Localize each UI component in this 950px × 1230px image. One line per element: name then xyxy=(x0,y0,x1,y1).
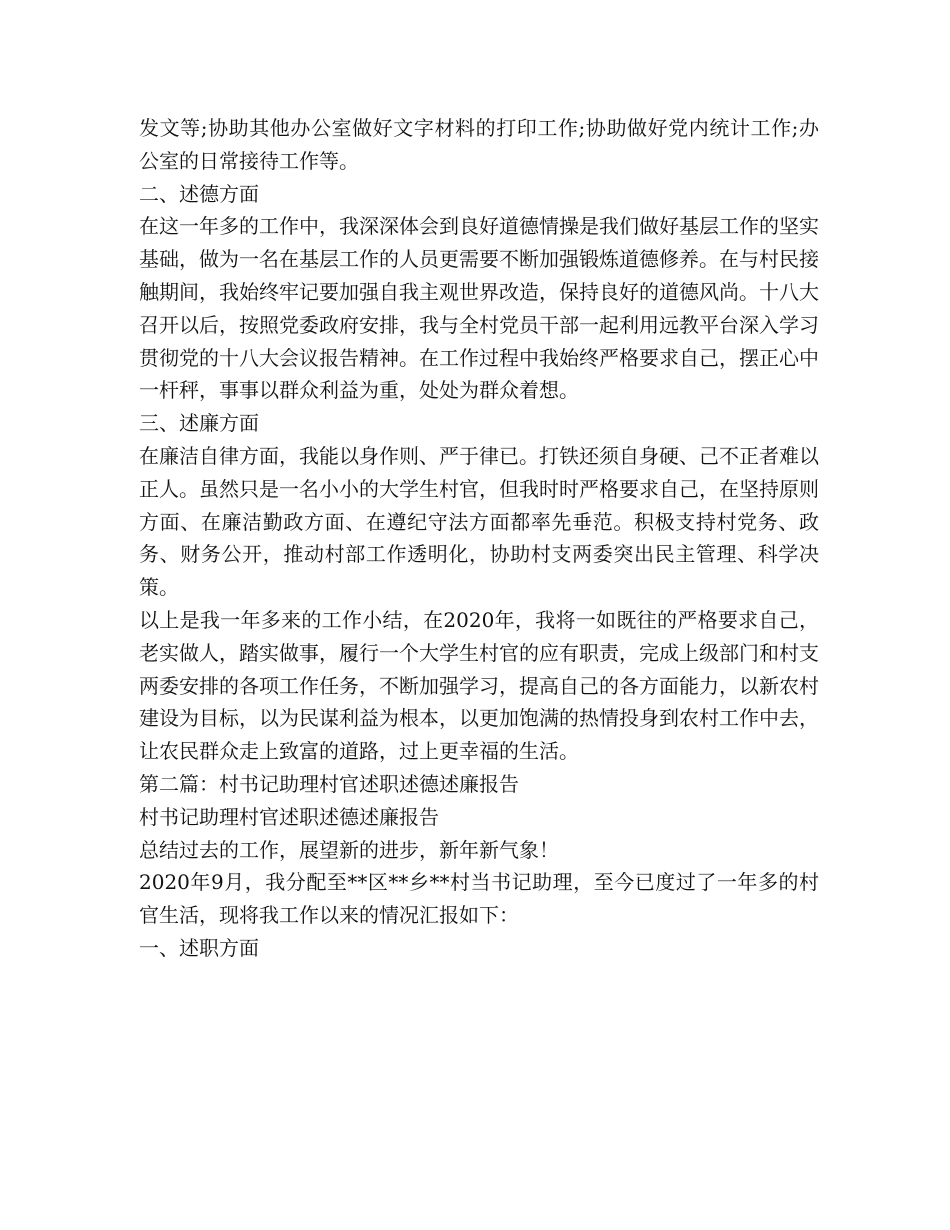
paragraph-morality: 在这一年多的工作中，我深深体会到良好道德情操是我们做好基层工作的坚实基础，做为一名在基层工作的人员更需要不断加强锻炼道德修养。在与村民接触期间，我始终牢记要加强自我主观世界改造，保持良好的道德风尚。十八大召开以后，按照党委政府安排，我与全村党员干部一起利用远教平台深入学习贯彻党的十八大会议报告精神。在工作过程中我始终严格要求自己，摆正心中一杆秤，事事以群众利益为重，处处为群众着想。 xyxy=(139,214,819,403)
chapter-title: 第二篇：村书记助理村官述职述德述廉报告 xyxy=(139,771,519,796)
paragraph-assignment: 2020年9月，我分配至**区**乡**村当书记助理，至今已度过了一年多的村官生活，现将我工作以来的情况汇报如下： xyxy=(139,870,819,928)
document-body xyxy=(139,112,819,965)
report-title: 村书记助理村官述职述德述廉报告 xyxy=(139,804,439,829)
section-heading-morality: 二、述德方面 xyxy=(139,181,259,206)
paragraph-summary: 以上是我一年多来的工作小结，在2020年，我将一如既往的严格要求自己，老实做人，踏实做事，履行一个大学生村官的应有职责，完成上级部门和村支两委安排的各项工作任务，不断加强学习，提高自己的各方面能力，以新农村建设为目标，以为民谋利益为根本，以更加饱满的热情投身到农村工作中去，让农民群众走上致富的道路，过上更幸福的生活。 xyxy=(139,607,819,764)
paragraph-integrity: 在廉洁自律方面，我能以身作则、严于律已。打铁还须自身硬、己不正者难以正人。虽然只是一名小小的大学生村官，但我时时严格要求自己，在坚持原则方面、在廉洁勤政方面、在遵纪守法方面都率先垂范。积极支持村党务、政务、财务公开，推动村部工作透明化，协助村支两委突出民主管理、科学决策。 xyxy=(139,443,819,600)
section-heading-duties: 一、述职方面 xyxy=(139,935,259,960)
paragraph-duties-continued: 发文等;协助其他办公室做好文字材料的打印工作;协助做好党内统计工作;办公室的日常接待工作等。 xyxy=(139,116,819,173)
paragraph-intro: 总结过去的工作，展望新的进步，新年新气象！ xyxy=(139,837,559,862)
section-heading-integrity: 三、述廉方面 xyxy=(139,411,259,436)
